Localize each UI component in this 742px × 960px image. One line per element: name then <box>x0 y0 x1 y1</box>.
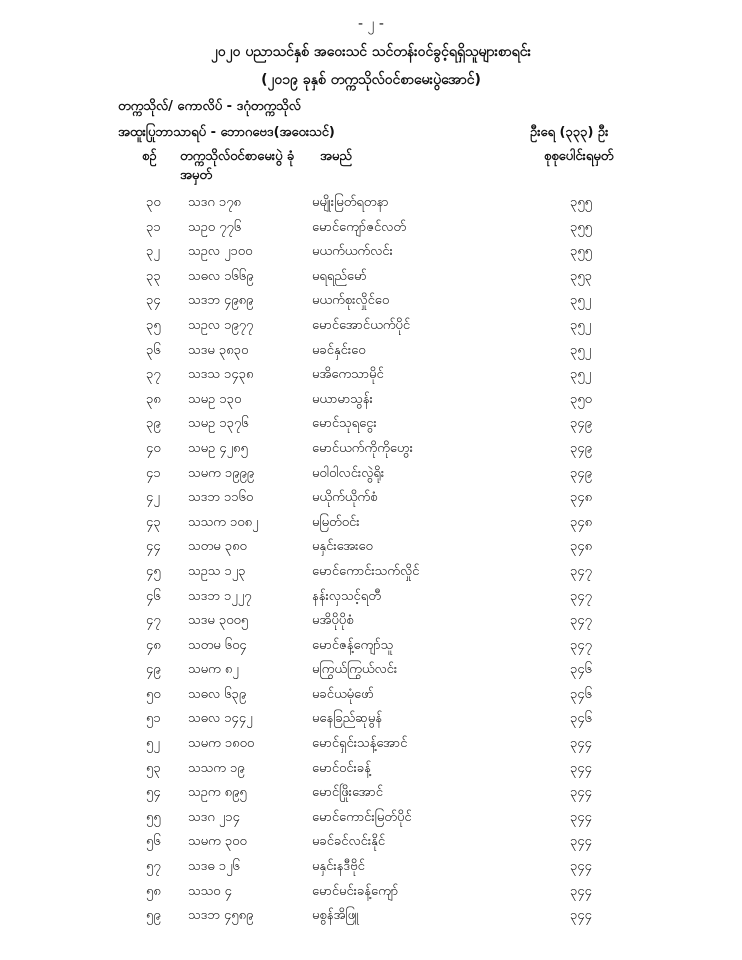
row-name: မောင်ဇန့်ကျော်သူ <box>312 637 394 653</box>
row-score: ၃၄၉ <box>570 440 592 456</box>
row-serial-no: ၃၃ <box>146 268 161 284</box>
table-row <box>0 215 742 240</box>
row-roll-number: သဓလ ၁၆၆၉ <box>188 268 254 284</box>
table-row <box>0 461 742 486</box>
row-serial-no: ၄၉ <box>146 662 161 678</box>
row-serial-no: ၃၇ <box>146 367 161 383</box>
row-serial-no: ၄၇ <box>146 613 161 629</box>
row-name: မောင်ဝင်းခန့် <box>312 760 371 776</box>
row-roll-number: သဥက ၈၉၅ <box>188 785 247 801</box>
row-score: ၃၅၅ <box>570 244 592 260</box>
row-name: မောင်ကောင်းသက်လှိုင် <box>312 563 420 579</box>
row-name: မစွန်အိဖြူ <box>312 908 359 924</box>
row-serial-no: ၄၂ <box>146 490 160 506</box>
row-serial-no: ၅၄ <box>146 785 161 801</box>
row-name: မမြတ်ဝင်း <box>312 514 360 530</box>
row-score: ၃၄၆ <box>570 711 592 727</box>
row-name: နန်းလှသင့်ရတီ <box>312 588 381 604</box>
row-roll-number: သဓလ ၆၃၉ <box>188 686 247 702</box>
row-serial-no: ၃၄ <box>146 293 161 309</box>
table-row <box>0 756 742 781</box>
row-name: မခင်ယမုံဖော် <box>312 686 374 702</box>
row-roll-number: သဒဘ ၁၁၆၀ <box>188 490 254 506</box>
row-roll-number: သဒဘ ၄၅၈၉ <box>188 908 254 924</box>
table-row <box>0 879 742 904</box>
row-roll-number: သမက ၁၈၀၀ <box>188 736 255 752</box>
row-roll-number: သသက ၁၀၈၂ <box>188 514 259 530</box>
row-score: ၃၅၅ <box>570 195 592 210</box>
row-roll-number: သဓလ ၁၄၄၂ <box>188 711 253 727</box>
row-serial-no: ၃၁ <box>146 219 161 235</box>
row-name: မောင်ယက်ကိုကိုဟွေး <box>312 440 413 456</box>
row-name: မနှင်းနဒီဗိုင် <box>312 859 365 875</box>
row-roll-number: သမဥ ၄၂၈၅ <box>188 440 248 456</box>
table-row <box>0 829 742 854</box>
row-name: မကြွယ်ကြွယ်လင်း <box>312 662 398 678</box>
table-row <box>0 731 742 756</box>
row-score: ၃၄၇ <box>570 613 592 629</box>
header-total-score: စုစုပေါင်းရမှတ် <box>544 149 614 164</box>
row-name: မောင်ကျော်ဇင်လတ် <box>312 219 407 235</box>
table-row <box>0 780 742 805</box>
table-row <box>0 633 742 658</box>
row-name: မရရည်မော် <box>312 268 367 284</box>
row-serial-no: ၄၀ <box>146 440 161 456</box>
row-roll-number: သမက ၁၉၉၉ <box>188 465 255 481</box>
quota-count: ဦးရေ (၃၃၃) ဦး <box>530 125 609 140</box>
row-score: ၃၅၂ <box>570 367 592 383</box>
document-subtitle: (၂၀၁၉ ခုနှစ် တက္ကသိုလ်ဝင်စာမေးပွဲအောင်) <box>261 72 481 88</box>
row-serial-no: ၄၃ <box>146 514 161 530</box>
row-name: မောင်သုရငွေး <box>312 416 377 432</box>
row-serial-no: ၃၉ <box>146 416 161 432</box>
row-roll-number: သဥဝ ၇၇၆ <box>188 219 242 235</box>
row-score: ၃၄၄ <box>570 760 592 776</box>
row-score: ၃၅၂ <box>570 342 592 358</box>
row-roll-number: သဒမ ၃၈၃၀ <box>188 342 249 358</box>
row-score: ၃၄၄ <box>570 834 592 850</box>
row-serial-no: ၄၄ <box>146 539 161 555</box>
table-row <box>0 264 742 289</box>
row-roll-number: သမက ၈၂ <box>188 662 239 678</box>
row-roll-number: သသဝ ၄ <box>188 883 232 899</box>
row-serial-no: ၅၀ <box>146 686 161 702</box>
table-row <box>0 534 742 559</box>
row-score: ၃၄၈ <box>570 490 593 506</box>
row-score: ၃၄၄ <box>570 859 592 875</box>
row-score: ၃၅၂ <box>570 317 592 333</box>
university-line: တက္ကသိုလ်/ ကောလိပ် - ဒဂုံတက္ကသိုလ် <box>118 99 301 114</box>
row-name: မောင်အောင်ယက်ပိုင် <box>312 317 411 333</box>
row-score: ၃၄၄ <box>570 785 592 801</box>
row-roll-number: သဒဘ ၁၂၂၇ <box>188 588 252 604</box>
row-roll-number: သမက ၃၀၀ <box>188 834 247 850</box>
row-name: မမျိုးမြတ်ရတနာ <box>312 195 389 210</box>
table-row <box>0 288 742 313</box>
row-serial-no: ၃၆ <box>146 342 161 358</box>
row-score: ၃၄၆ <box>570 662 592 678</box>
row-roll-number: သသက ၁၉ <box>188 760 245 776</box>
row-serial-no: ၄၈ <box>146 637 161 653</box>
row-serial-no: ၅၁ <box>146 711 161 727</box>
table-row <box>0 903 742 928</box>
row-name: မအိပိုပိုစံ <box>312 613 354 629</box>
table-row <box>0 584 742 609</box>
row-score: ၃၄၈ <box>570 514 593 530</box>
row-roll-number: သဒမ ၃၀၀၅ <box>188 613 249 629</box>
header-serial-no: စဉ် <box>142 149 157 164</box>
row-serial-no: ၄၅ <box>146 563 161 579</box>
row-score: ၃၄၇ <box>570 563 592 579</box>
table-row <box>0 190 742 215</box>
row-serial-no: ၅၉ <box>146 908 161 924</box>
row-score: ၃၅၀ <box>570 391 592 407</box>
row-roll-number: သတမ ၃၈၀ <box>188 539 247 555</box>
row-name: မောင်ရှင်းသန့်အောင် <box>312 736 408 752</box>
row-roll-number: သတမ ၆၀၄ <box>188 637 247 653</box>
table-row <box>0 411 742 436</box>
table-row <box>0 338 742 363</box>
row-roll-number: သမဥ ၁၃၇၆ <box>188 416 249 432</box>
row-name: မခင်ခင်လင်းနိုင် <box>312 834 386 850</box>
row-name: မနှင်းအေးဝေ <box>312 539 373 555</box>
row-name: မောင်ကောင်းမြတ်ပိုင် <box>312 809 412 825</box>
row-serial-no: ၃၂ <box>146 244 160 260</box>
row-name: မယာမာသွန်း <box>312 391 373 407</box>
document-title: ၂၀၂၀ ပညာသင်နှစ် အဝေးသင် သင်တန်းဝင်ခွင့်ရရှိသူများစာရင်း <box>210 44 532 60</box>
table-row <box>0 436 742 461</box>
results-list <box>0 190 742 928</box>
table-row <box>0 706 742 731</box>
row-roll-number: သဒဓ ၁၂၆ <box>188 859 240 875</box>
row-score: ၃၄၄ <box>570 809 592 825</box>
row-score: ၃၄၉ <box>570 465 592 481</box>
row-serial-no: ၅၃ <box>146 760 161 776</box>
row-roll-number: သဥလ ၂၁၀၀ <box>188 244 253 260</box>
row-serial-no: ၅၅ <box>146 809 161 825</box>
row-score: ၃၄၄ <box>570 883 592 899</box>
header-roll-number: တက္ကသိုလ်ဝင်စာမေးပွဲ ခုံအမှတ် <box>180 149 295 183</box>
row-roll-number: သဒဂ ၁၇၈ <box>188 195 241 210</box>
row-roll-number: သဥသ ၁၂၃ <box>188 563 246 579</box>
row-score: ၃၄၆ <box>570 686 592 702</box>
row-name: မောင်မင်းခန့်ကျော် <box>312 883 399 899</box>
table-row <box>0 854 742 879</box>
table-row <box>0 510 742 535</box>
row-roll-number: သဥလ ၁၉၇၇ <box>188 317 254 333</box>
row-name: မနေခြည်ဆုမွန် <box>312 711 383 727</box>
header-name: အမည် <box>320 149 352 164</box>
row-roll-number: သမဥ ၁၃၀ <box>188 391 242 407</box>
table-row <box>0 559 742 584</box>
table-row <box>0 657 742 682</box>
table-row <box>0 608 742 633</box>
row-serial-no: ၅၆ <box>146 834 161 850</box>
row-roll-number: သဒသ ၁၄၃၈ <box>188 367 254 383</box>
row-serial-no: ၃၈ <box>146 391 161 407</box>
row-serial-no: ၃၀ <box>146 195 161 210</box>
row-roll-number: သဒဘ ၄၉၈၉ <box>188 293 254 309</box>
row-score: ၃၅၂ <box>570 293 592 309</box>
row-serial-no: ၄၁ <box>146 465 161 481</box>
page-number: - ၂ - <box>358 16 384 32</box>
row-name: မောင်ဖြိုးအောင် <box>312 785 383 801</box>
row-score: ၃၄၄ <box>570 908 592 924</box>
table-row <box>0 313 742 338</box>
row-name: မခင်နှင်းဝေ <box>312 342 366 358</box>
row-name: မအိကေသာမိုင် <box>312 367 384 383</box>
row-name: မယက်စုးလှိုင်ဝေ <box>312 293 390 309</box>
row-name: မယိုက်ယိုက်စံ <box>312 490 378 506</box>
row-serial-no: ၅၇ <box>146 859 161 875</box>
row-serial-no: ၅၈ <box>146 883 161 899</box>
major-subject-line: အထူးပြုဘာသာရပ် - ဘောဂဗေဒ(အဝေးသင်) <box>118 125 335 140</box>
table-row <box>0 682 742 707</box>
table-row <box>0 387 742 412</box>
table-row <box>0 485 742 510</box>
table-row <box>0 362 742 387</box>
row-roll-number: သဒဂ ၂၁၄ <box>188 809 240 825</box>
table-row <box>0 239 742 264</box>
row-score: ၃၅၅ <box>570 219 592 235</box>
row-name: မယက်ယက်လင်း <box>312 244 393 260</box>
row-serial-no: ၃၅ <box>146 317 161 333</box>
row-score: ၃၄၈ <box>570 539 593 555</box>
row-score: ၃၄၉ <box>570 416 592 432</box>
row-score: ၃၄၄ <box>570 736 592 752</box>
row-serial-no: ၅၂ <box>146 736 160 752</box>
row-serial-no: ၄၆ <box>146 588 161 604</box>
row-name: မဝါဝါလင်းလွဲရိုး <box>312 465 385 481</box>
row-score: ၃၄၇ <box>570 637 592 653</box>
row-score: ၃၄၇ <box>570 588 592 604</box>
row-score: ၃၅၃ <box>570 268 592 284</box>
table-row <box>0 805 742 830</box>
